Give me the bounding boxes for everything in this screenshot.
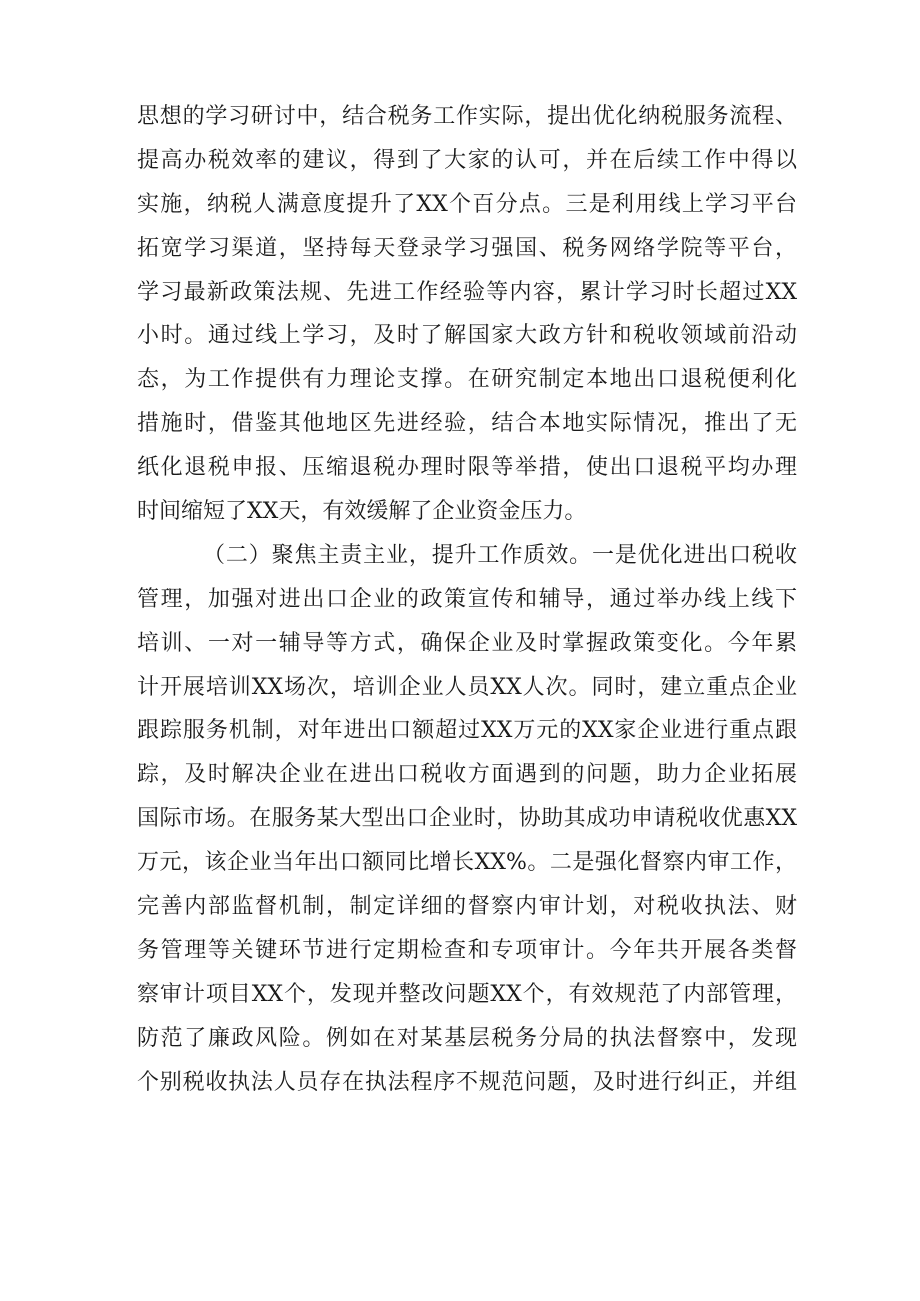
section-heading-line: （二）聚焦主责主业，提升工作质效。一是优化进出口税收 bbox=[203, 542, 797, 568]
text-line: 措施时，借鉴其他地区先进经验，结合本地实际情况，推出了无 bbox=[137, 411, 797, 437]
text-line: 态，为工作提供有力理论支撑。在研究制定本地出口退税便利化 bbox=[137, 367, 797, 393]
text-line: 完善内部监督机制，制定详细的督察内审计划，对税收执法、财 bbox=[137, 894, 797, 920]
text-line: 实施，纳税人满意度提升了XX个百分点。三是利用线上学习平台 bbox=[137, 191, 797, 217]
text-line: 踪，及时解决企业在进出口税收方面遇到的问题，助力企业拓展 bbox=[137, 762, 797, 788]
text-line: 思想的学习研讨中，结合税务工作实际，提出优化纳税服务流程、 bbox=[137, 104, 797, 129]
text-line: 小时。通过线上学习，及时了解国家大政方针和税收领域前沿动 bbox=[137, 323, 797, 349]
text-line: 务管理等关键环节进行定期检查和专项审计。今年共开展各类督 bbox=[137, 937, 797, 963]
text-line: 纸化退税申报、压缩退税办理时限等举措，使出口退税平均办理 bbox=[137, 455, 797, 481]
text-line: 提高办税效率的建议，得到了大家的认可，并在后续工作中得以 bbox=[137, 147, 797, 173]
body-text bbox=[137, 95, 797, 1104]
text-line: 国际市场。在服务某大型出口企业时，协助其成功申请税收优惠XX bbox=[137, 806, 797, 832]
text-line: 跟踪服务机制，对年进出口额超过XX万元的XX家企业进行重点跟 bbox=[137, 718, 797, 744]
text-line: 学习最新政策法规、先进工作经验等内容，累计学习时长超过XX bbox=[137, 279, 797, 305]
text-line: 计开展培训XX场次，培训企业人员XX人次。同时，建立重点企业 bbox=[137, 674, 797, 700]
text-line: 个别税收执法人员存在执法程序不规范问题，及时进行纠正，并组 bbox=[137, 1069, 797, 1095]
text-line: 防范了廉政风险。例如在对某基层税务分局的执法督察中，发现 bbox=[137, 1025, 797, 1051]
text-line: 察审计项目XX个，发现并整改问题XX个，有效规范了内部管理， bbox=[137, 981, 797, 1007]
text-line: 培训、一对一辅导等方式，确保企业及时掌握政策变化。今年累 bbox=[137, 630, 797, 656]
paragraph-end-line: 时间缩短了XX天，有效缓解了企业资金压力。 bbox=[137, 499, 587, 525]
text-line: 管理，加强对进出口企业的政策宣传和辅导，通过举办线上线下 bbox=[137, 586, 797, 612]
text-line: 拓宽学习渠道，坚持每天登录学习强国、税务网络学院等平台， bbox=[137, 235, 797, 261]
text-line: 万元，该企业当年出口额同比增长XX%。二是强化督察内审工作， bbox=[137, 850, 797, 876]
